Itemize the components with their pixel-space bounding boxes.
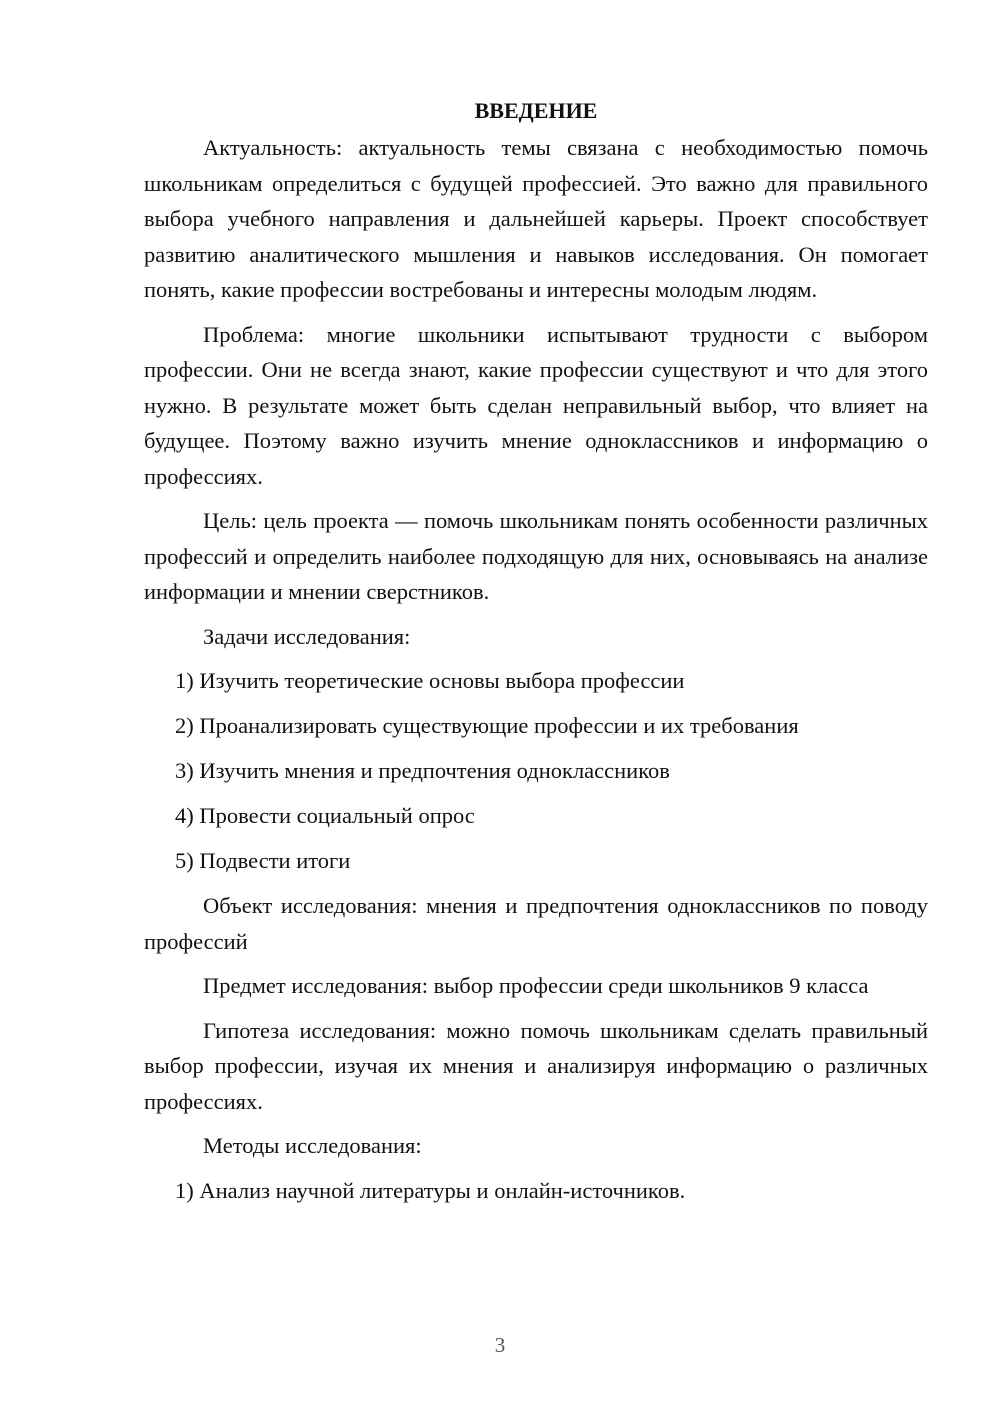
relevance-paragraph: Актуальность: актуальность темы связана с необходимостью помочь школьникам определиться с будущей профессией. Это важно для правильного выбора учебного направления и дальнейшей карьеры. Проект способствует развитию аналитического мышления и навыков исследования. Он помогает понять, какие профессии востребованы и интересны молодым людям. — [144, 135, 928, 302]
list-item: 2) Проанализировать существующие профессии и их требования — [175, 713, 799, 738]
page-title: ВВЕДЕНИЕ — [474, 98, 598, 123]
list-item: 1) Анализ научной литературы и онлайн-источников. — [175, 1177, 686, 1203]
page-number: 3 — [494, 1333, 506, 1357]
tasks-list — [144, 663, 928, 879]
tasks-heading: Задачи исследования: — [203, 623, 411, 649]
problem-paragraph: Проблема: многие школьники испытывают трудности с выбором профессии. Они не всегда знают, какие профессии существуют и что для этого нужно. В результате может быть сделан неправильный выбор, что влияет на будущее. Поэтому важно изучить мнение одноклассников и информацию о профессиях. — [144, 321, 928, 489]
list-item: 1) Изучить теоретические основы выбора профессии — [175, 668, 685, 693]
page-content — [144, 93, 928, 1218]
methods-heading: Методы исследования: — [203, 1133, 422, 1158]
hypothesis-paragraph: Гипотеза исследования: можно помочь школьникам сделать правильный выбор профессии, изучая их мнения и анализируя информацию о различных профессиях. — [144, 1017, 928, 1114]
object-paragraph: Объект исследования: мнения и предпочтения одноклассников по поводу профессий — [144, 893, 928, 954]
list-item: 3) Изучить мнения и предпочтения одноклассников — [175, 758, 670, 783]
list-item: 4) Провести социальный опрос — [175, 803, 475, 828]
list-item: 5) Подвести итоги — [175, 848, 351, 873]
subject-paragraph: Предмет исследования: выбор профессии среди школьников 9 класса — [203, 973, 869, 998]
goal-paragraph: Цель: цель проекта — помочь школьникам понять особенности различных профессий и определить наиболее подходящую для них, основываясь на анализе информации и мнении сверстников. — [144, 508, 928, 604]
methods-list — [144, 1173, 928, 1209]
